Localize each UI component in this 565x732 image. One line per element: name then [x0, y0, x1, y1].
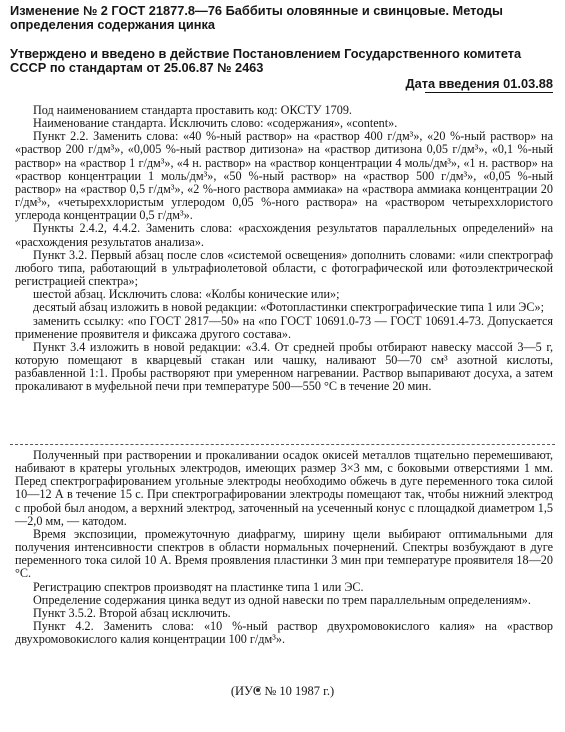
paragraph: Под наименованием стандарта проставить код: ОКСТУ 1709.: [33, 103, 352, 117]
change-title: Изменение № 2 ГОСТ 21877.8—76 Баббиты оловянные и свинцовые. Методы определения содержания цинка: [10, 3, 503, 32]
paragraph: Полученный при растворении и прокаливании осадок окисей металлов тщательно перемешивают, набивают в кратеры угольных электродов, имеющих размер 3×3 мм, с боковыми отверстиями 1 мм. Перед спектрографированием угольные электроды необходимо обжечь в дуге переменного тока силой 10—12 А в течение 15 с. При спектрографировании электроды помещают так, чтобы нижний электрод с пробой был анодом, а верхний электрод, заточенный на усеченный конус с площадкой диаметром 1,5—2,0 мм, — катодом.: [15, 448, 553, 528]
paragraph: Регистрацию спектров производят на пластинке типа 1 или ЭС.: [33, 579, 364, 594]
paragraph: шестой абзац. Исключить слова: «Колбы конические или»;: [33, 287, 340, 302]
effective-date: Дата введения 01.03.88: [405, 76, 553, 91]
amendments-bottom: [15, 449, 553, 646]
publication-reference: (ИУС № 10 1987 г.): [230, 684, 335, 698]
paragraph: Пункт 3.4 изложить в новой редакции: «3.4. От средней пробы отбирают навеску массой 3—5 г, которую помещают в кварцевый стакан или чашку, наливают 50—70 см³ азотной кислоты, разбавленной 1:1. Пробы растворяют при умеренном нагревании. Раствор выпаривают досуха, а затем прокаливают в муфельной печи при температуре 500—550 °С в течение 20 мин.: [15, 339, 553, 394]
paragraph: десятый абзац изложить в новой редакции: «Фотопластинки спектрографические типа 1 или ЭС»;: [33, 300, 544, 315]
amendments-top: [15, 104, 553, 393]
page-fold-divider: [10, 444, 555, 445]
paragraph: Время экспозиции, промежуточную диафрагму, ширину щели выбирают оптимальными для получения интенсивности спектров в области нормальных почернений. Спектры возбуждают в дуге переменного тока силой 10 А. Время проявления пластинки 3 мин при температуре проявителя 18—20 °С.: [15, 526, 553, 581]
paragraph: Пункт 4.2. Заменить слова: «10 %-ный раствор двухромовокислого калия» на «раствор двухромовокислого калия концентрации 100 г/дм³».: [15, 619, 553, 647]
paragraph: Пункт 2.2. Заменить слова: «40 %-ный раствор» на «раствор 400 г/дм³», «20 %-ный раствор» на «раствор 200 г/дм³», «0,005 %-ный раствор дитизона» на «раствор дитизона 0,05 г/дм³», «0,1 %-ный раствор» на «раствор 1 г/дм³», «4 н. раствор» на «раствор концентрации 4 моль/дм³», «1 н. раствор» на «раствор концентрации 1 моль/дм³», «50 %-ный раствор» на «раствор 500 г/дм³», «0,05 %-ный раствор» на «раствор 0,5 г/дм³», «2 %-ного раствора аммиака» на «раствора аммиака концентрации 20 г/дм³», «четыреххлористым углеродом 0,05 %-ного раствора» на «раствором четыреххлористого углерода концентрации 0,5 г/дм³».: [15, 129, 553, 223]
paragraph: Пункт 3.2. Первый абзац после слов «системой освещения» дополнить словами: «или спектрограф любого типа, работающий в ультрафиолетовой области, с фотографической или фотоэлектрической регистрацией спектра»;: [15, 247, 553, 289]
approval-statement: Утверждено и введено в действие Постановлением Государственного комитета СССР по стандартам от 25.06.87 № 2463: [10, 46, 522, 75]
paragraph: заменить ссылку: «по ГОСТ 2817—50» на «по ГОСТ 10691.0-73 — ГОСТ 10691.4-73. Допускается применение проявителя и фиксажа другого состава».: [15, 313, 553, 341]
paragraph: Наименование стандарта. Исключить слово: «содержания», «content».: [33, 116, 398, 131]
paragraph: Определение содержания цинка ведут из одной навески по трем параллельным определениям».: [33, 592, 531, 607]
paragraph: Пункты 2.4.2, 4.4.2. Заменить слова: «расхождения результатов параллельных определений» на «расхождения результатов анализа».: [15, 221, 553, 249]
date-underline: [425, 92, 553, 93]
paragraph: Пункт 3.5.2. Второй абзац исключить.: [33, 605, 231, 620]
